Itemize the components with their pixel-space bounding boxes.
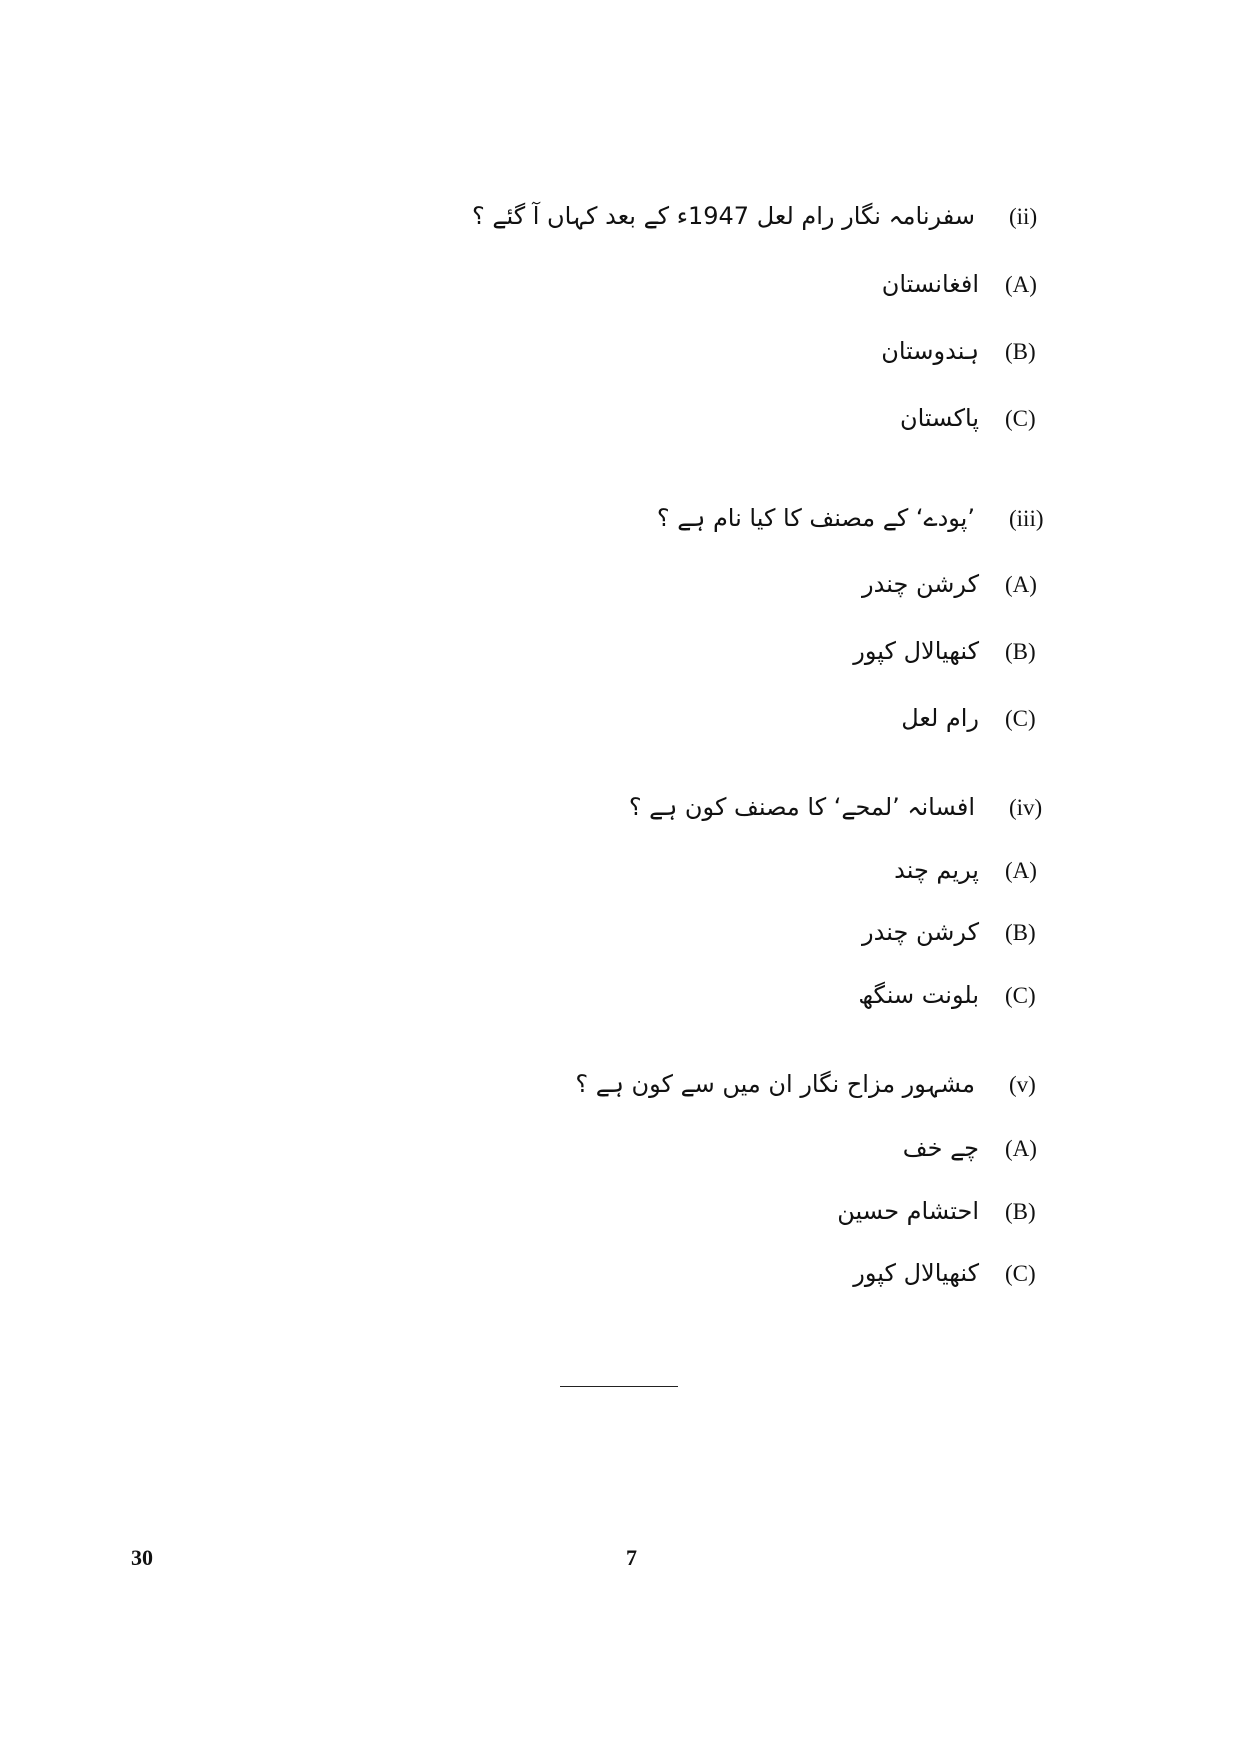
question-number: (ii): [1009, 204, 1038, 229]
question-ii: [472, 202, 1051, 230]
option-iii-a: [862, 570, 1041, 598]
option-text: کنھیالال کپور: [853, 637, 979, 665]
option-iv-a: [894, 856, 1041, 884]
option-iii-b: [853, 637, 1041, 665]
option-v-a: [903, 1134, 1041, 1162]
option-text: کنھیالال کپور: [853, 1259, 979, 1287]
option-text: ہندوستان: [881, 337, 979, 365]
question-iv: [629, 793, 1051, 821]
option-v-b: [837, 1197, 1041, 1225]
option-label: (A): [1005, 572, 1037, 597]
option-label: (A): [1005, 272, 1037, 297]
question-text: ’پودے‘ کے مصنف کا کیا نام ہے ؟: [656, 504, 975, 532]
paper-code: 30: [131, 1545, 153, 1570]
option-ii-c: [900, 404, 1041, 432]
option-text: احتشام حسین: [837, 1197, 979, 1225]
option-text: بلونت سنگھ: [858, 981, 979, 1009]
option-text: کرشن چندر: [862, 918, 979, 946]
question-number: (iii): [1009, 506, 1044, 531]
option-label: (C): [1005, 406, 1036, 431]
option-label: (C): [1005, 1261, 1036, 1286]
option-iii-c: [901, 704, 1041, 732]
option-iv-c: [858, 981, 1041, 1009]
question-text: افسانہ ’لمحے‘ کا مصنف کون ہے ؟: [628, 793, 975, 821]
question-text: سفرنامہ نگار رام لعل 1947ء کے بعد کہاں آ گئے ؟: [472, 202, 975, 230]
option-text: افغانستان: [881, 270, 979, 298]
option-label: (A): [1005, 1136, 1037, 1161]
option-label: (B): [1005, 920, 1036, 945]
option-label: (A): [1005, 858, 1037, 883]
option-label: (B): [1005, 339, 1036, 364]
option-text: رام لعل: [901, 704, 979, 732]
end-rule: [560, 1386, 678, 1387]
option-text: چے خف: [902, 1134, 979, 1162]
option-iv-b: [862, 918, 1041, 946]
question-text: مشہور مزاح نگار ان میں سے کون ہے ؟: [575, 1070, 975, 1098]
option-text: پاکستان: [899, 404, 979, 432]
option-label: (C): [1005, 983, 1036, 1008]
option-label: (B): [1005, 639, 1036, 664]
option-text: پریم چند: [894, 856, 979, 884]
question-iii: [657, 504, 1051, 532]
question-number: (v): [1009, 1072, 1036, 1097]
option-v-c: [853, 1259, 1041, 1287]
page-number: 7: [626, 1545, 637, 1570]
option-text: کرشن چندر: [862, 570, 979, 598]
question-v: [575, 1070, 1051, 1098]
option-ii-b: [881, 337, 1041, 365]
option-label: (B): [1005, 1199, 1036, 1224]
option-ii-a: [882, 270, 1041, 298]
option-label: (C): [1005, 706, 1036, 731]
question-number: (iv): [1009, 795, 1043, 820]
